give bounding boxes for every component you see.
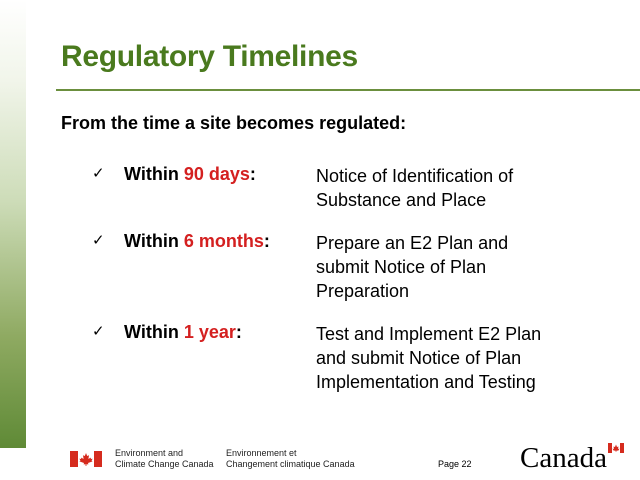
slide-footer	[0, 440, 640, 480]
dept-line: Environnement et	[226, 448, 297, 458]
period-prefix: Within	[124, 231, 184, 251]
dept-line: Environment and	[115, 448, 184, 458]
decorative-side-band	[0, 0, 26, 448]
timeline-description	[316, 231, 616, 303]
canadian-flag-icon	[70, 451, 102, 467]
slide-title: Regulatory Timelines	[61, 40, 358, 73]
period-prefix: Within	[124, 164, 184, 184]
description-line: Substance and Place	[316, 190, 487, 210]
period-suffix: :	[263, 231, 270, 251]
description-line: and submit Notice of Plan	[316, 348, 522, 368]
canada-wordmark: Canada	[520, 442, 607, 474]
check-icon: ✓	[92, 164, 105, 182]
timeline-description	[316, 164, 616, 212]
timeline-period	[124, 231, 270, 252]
wordmark-flag-icon	[608, 443, 624, 453]
description-line: Prepare an E2 Plan and	[316, 233, 509, 253]
description-line: submit Notice of Plan	[316, 257, 487, 277]
period-highlight: 6 months	[183, 231, 264, 251]
period-highlight: 90 days	[183, 164, 250, 184]
department-name-french	[226, 448, 355, 470]
description-line: Preparation	[316, 281, 410, 301]
slide-intro: From the time a site becomes regulated:	[61, 113, 407, 133]
period-suffix: :	[249, 164, 256, 184]
period-suffix: :	[235, 322, 242, 342]
timeline-period	[124, 322, 242, 343]
description-line: Test and Implement E2 Plan	[316, 324, 542, 344]
description-line: Implementation and Testing	[316, 372, 536, 392]
department-name-english	[115, 448, 214, 470]
check-icon: ✓	[92, 231, 105, 249]
timeline-period	[124, 164, 256, 185]
timeline-description	[316, 322, 616, 394]
page-number: Page 22	[438, 459, 472, 469]
title-divider	[56, 89, 640, 91]
dept-line: Changement climatique Canada	[226, 459, 355, 469]
description-line: Notice of Identification of	[316, 166, 514, 186]
dept-line: Climate Change Canada	[115, 459, 214, 469]
period-prefix: Within	[124, 322, 184, 342]
period-highlight: 1 year	[183, 322, 236, 342]
check-icon: ✓	[92, 322, 105, 340]
